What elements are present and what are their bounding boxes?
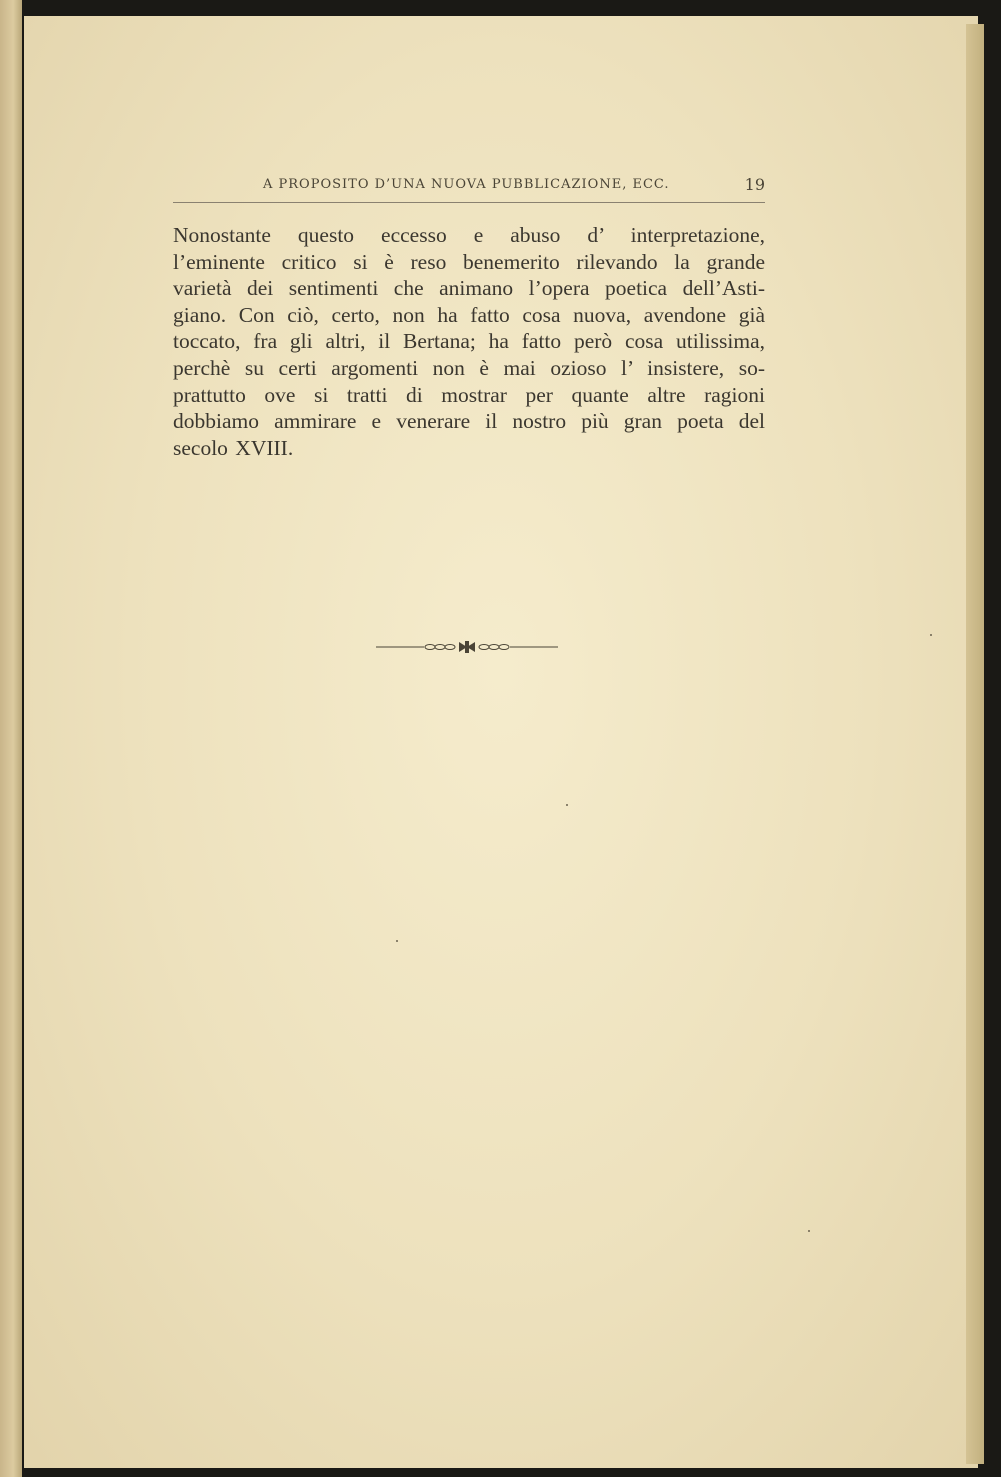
paper-speck — [566, 804, 568, 806]
page-number: 19 — [744, 175, 765, 194]
section-end-ornament-icon — [376, 640, 558, 654]
text-line: perchè su certi argomenti non è mai ozioso l’ insistere, so- — [173, 355, 765, 380]
previous-page-edge — [0, 0, 22, 1477]
paper-speck — [808, 1230, 810, 1232]
header-rule — [173, 202, 765, 203]
text-line: giano. Con ciò, certo, non ha fatto cosa nuova, avendone già — [173, 302, 765, 327]
text-line: l’eminente critico si è reso benemerito rilevando la grande — [173, 249, 765, 274]
page-right-edge — [966, 24, 984, 1464]
text-line: secolo XVIII. — [173, 435, 294, 460]
text-line: prattutto ove si tratti di mostrar per quante altre ragioni — [173, 382, 765, 407]
text-line: dobbiamo ammirare e venerare il nostro più gran poeta del — [173, 409, 765, 434]
paper-speck — [396, 940, 398, 942]
running-head-title: A PROPOSITO D’UNA NUOVA PUBBLICAZIONE, ECC. — [263, 177, 670, 192]
paper-speck — [930, 634, 932, 636]
text-line: Nonostante questo eccesso e abuso d’ interpretazione, — [173, 223, 765, 247]
running-head — [173, 175, 765, 197]
body-paragraph — [173, 222, 765, 461]
text-line: toccato, fra gli altri, il Bertana; ha fatto però cosa utilissima, — [173, 329, 765, 354]
text-line: varietà dei sentimenti che animano l’opera poetica dell’Asti- — [173, 276, 765, 301]
